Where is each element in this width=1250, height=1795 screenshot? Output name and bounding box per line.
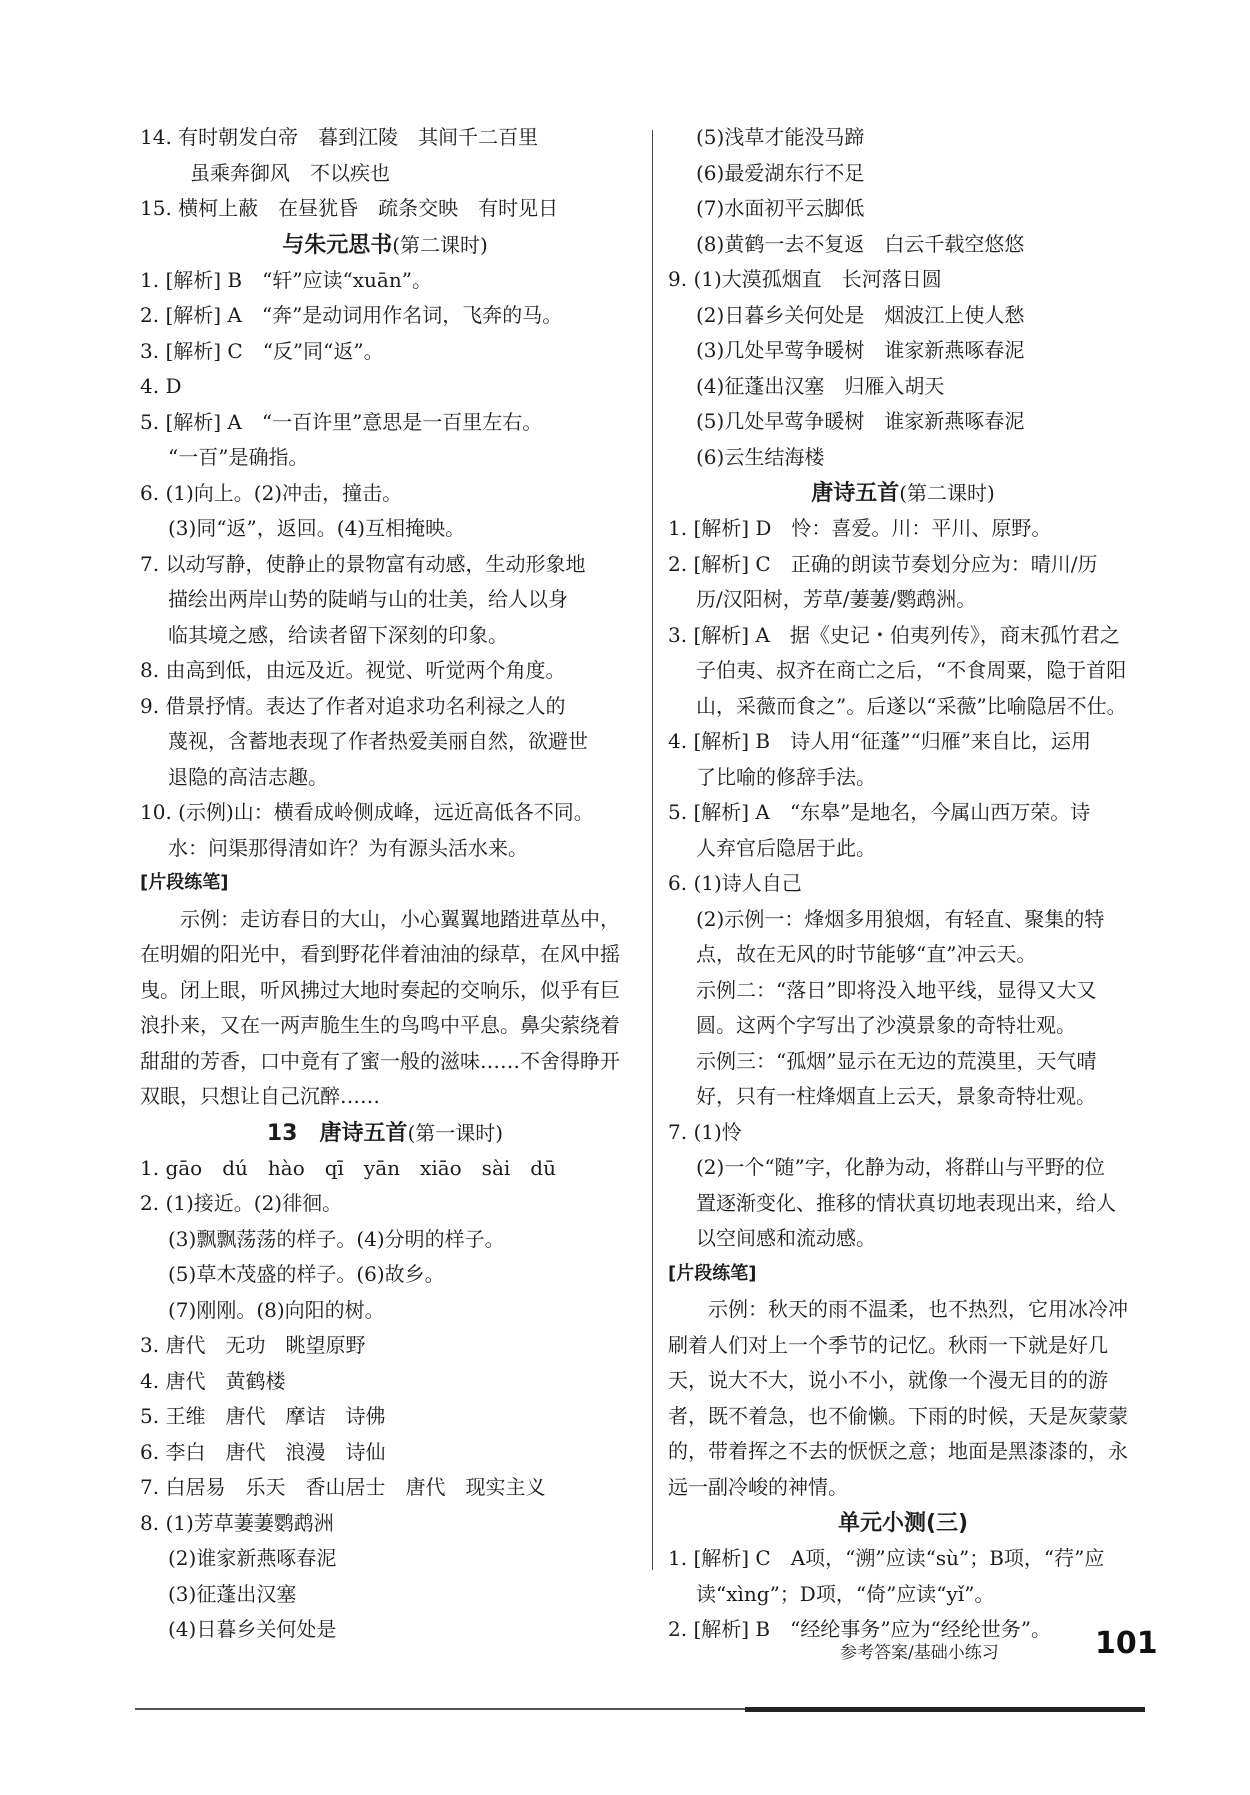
answer-line: 点，故在无风的时节能够“直”冲云天。: [696, 942, 1037, 966]
section-heading-title: 13 唐诗五首: [266, 1120, 408, 1146]
answer-line: 7. (1)怜: [668, 1119, 742, 1144]
answer-line: (7)水面初平云脚低: [696, 196, 865, 220]
page-number: 101: [1095, 1626, 1158, 1661]
answer-line: 描绘出两岸山势的陡峭与山的壮美，给人以身: [168, 587, 568, 611]
answer-line: 8. 由高到低，由远及近。视觉、听觉两个角度。: [140, 658, 566, 682]
answer-line: “一百”是确指。: [168, 445, 309, 469]
answer-line: 7. 白居易 乐天 香山居士 唐代 现实主义: [140, 1475, 546, 1499]
answer-line: 1. gāo dú hào qī yān xiāo sài dū: [140, 1155, 556, 1180]
answer-line: 5. 王维 唐代 摩诘 诗佛: [140, 1404, 386, 1428]
answer-line: 9. (1)大漠孤烟直 长河落日圆: [668, 267, 942, 291]
practice-label: [片段练笔]: [668, 1262, 757, 1284]
right-column: [668, 120, 1138, 1648]
answer-line: 人弃官后隐居于此。: [696, 835, 876, 860]
answer-line: 1. [解析] C A项，“溯”应读“sù”；B项，“荇”应: [668, 1546, 1105, 1570]
answer-line: 了比喻的修辞手法。: [696, 764, 876, 789]
answer-line: 3. [解析] A 据《史记・伯夷列传》，商末孤竹君之: [668, 622, 1120, 647]
answer-line: 10. (示例)山：横看成岭侧成峰，远近高低各不同。: [140, 800, 594, 824]
answer-line: 好，只有一柱烽烟直上云天，景象奇特壮观。: [696, 1084, 1096, 1108]
answer-line: (5)几处早莺争暖树 谁家新燕啄春泥: [696, 409, 1025, 433]
answer-line: 山，采薇而食之”。后遂以“采薇”比喻隐居不仕。: [696, 693, 1127, 718]
answer-line: 临其境之感，给读者留下深刻的印象。: [168, 622, 508, 647]
answer-line: (4)征蓬出汉塞 归雁入胡天: [696, 373, 945, 398]
answer-line: 6. (1)向上。(2)冲击，撞击。: [140, 480, 403, 505]
answer-line: 虽乘奔御风 不以疾也: [190, 160, 390, 185]
answer-line: 4. D: [140, 374, 182, 398]
answer-line: 6. 李白 唐代 浪漫 诗仙: [140, 1439, 386, 1464]
answer-line: (5)草木茂盛的样子。(6)故乡。: [168, 1262, 445, 1286]
sample-paragraph: 示例：走访春日的大山，小心翼翼地踏进草丛中，在明媚的阳光中，看到野花伴着油油的绿草，在风中摇曳。闭上眼，听风拂过大地时奏起的交响乐，似乎有巨浪扑来，又在一两声脆生生的鸟鸣中平息。鼻尖萦绕着甜甜的芳香，口中竟有了蜜一般的滋味……不舍得睁开双眼，只想让自己沉醉……: [140, 906, 620, 1108]
answer-line: (2)一个“随”字，化静为动，将群山与平野的位: [696, 1155, 1105, 1179]
answer-line: 7. 以动写静，使静止的景物富有动感，生动形象地: [140, 551, 586, 576]
answer-line: 历/汉阳树，芳草/萋萋/鹦鹉洲。: [696, 587, 977, 611]
answer-line: (2)示例一：烽烟多用狼烟，有轻直、聚集的特: [696, 906, 1105, 931]
answer-line: 圆。这两个字写出了沙漠景象的奇特壮观。: [696, 1013, 1076, 1037]
answer-line: 蔑视，含蓄地表现了作者热爱美丽自然，欲避世: [168, 729, 588, 753]
answer-line: 1. [解析] D 怜：喜爱。川：平川、原野。: [668, 516, 1052, 540]
answer-line: 3. 唐代 无功 眺望原野: [140, 1333, 366, 1357]
answer-line: (8)黄鹤一去不复返 白云千载空悠悠: [696, 231, 1025, 256]
answer-line: (3)几处早莺争暖树 谁家新燕啄春泥: [696, 338, 1025, 362]
answer-line: 9. 借景抒情。表达了作者对追求功名利禄之人的: [140, 693, 566, 718]
answer-line: 8. (1)芳草萋萋鹦鹉洲: [140, 1510, 334, 1535]
left-column: [140, 120, 630, 1648]
section-heading-subtitle: (第一课时): [407, 1120, 504, 1145]
answer-line: 置逐渐变化、推移的情状真切地表现出来，给人: [696, 1190, 1116, 1215]
column-divider: [652, 130, 653, 1570]
answer-line: 6. (1)诗人自己: [668, 871, 802, 895]
footer-rule-thick: [745, 1707, 1145, 1712]
answer-line: 15. 横柯上蔽 在昼犹昏 疏条交映 有时见日: [140, 196, 559, 220]
answer-line: (6)最爱湖东行不足: [696, 160, 865, 185]
answer-line: 读“xìng”；D项，“倚”应读“yǐ”。: [696, 1581, 995, 1606]
section-heading-title: 唐诗五首: [811, 481, 900, 506]
answer-line: (3)征蓬出汉塞: [168, 1581, 297, 1606]
sample-paragraph: 示例：秋天的雨不温柔，也不热烈，它用冰冷冲刷着人们对上一个季节的记忆。秋雨一下就是好几天，说大不大，说小不小，就像一个漫无目的的游者，既不着急，也不偷懒。下雨的时候，天是灰蒙蒙的，带着挥之不去的恹恹之意；地面是黑漆漆的，永远一副冷峻的神情。: [668, 1297, 1128, 1499]
answer-line: (6)云生结海楼: [696, 444, 825, 469]
answer-line: 子伯夷、叔齐在商亡之后，“不食周粟，隐于首阳: [696, 658, 1127, 682]
answer-line: (3)同“返”，返回。(4)互相掩映。: [168, 516, 466, 540]
answer-line: (2)谁家新燕啄春泥: [168, 1546, 337, 1570]
section-heading: [140, 227, 630, 263]
answer-line: (7)刚刚。(8)向阳的树。: [168, 1297, 385, 1322]
answer-line: (4)日暮乡关何处是: [168, 1617, 337, 1641]
footer-section-label: 参考答案/基础小练习: [840, 1643, 999, 1663]
answer-line: 以空间感和流动感。: [696, 1226, 876, 1250]
practice-label: [片段练笔]: [140, 872, 229, 893]
answer-line: 示例二：“落日”即将没入地平线，显得又大又: [696, 977, 1097, 1002]
answer-line: (2)日暮乡关何处是 烟波江上使人愁: [696, 302, 1025, 327]
answer-line: 2. [解析] B “经纶事务”应为“经纶世务”。: [668, 1617, 1051, 1641]
answer-line: (3)飘飘荡荡的样子。(4)分明的样子。: [168, 1226, 505, 1251]
answer-line: 4. [解析] B 诗人用“征蓬”“归雁”来自比，运用: [668, 729, 1091, 753]
section-heading-title: 与朱元思书: [282, 232, 393, 258]
answer-line: 1. [解析] B “轩”应读“xuān”。: [140, 267, 432, 292]
answer-line: 2. [解析] C 正确的朗读节奏划分应为：晴川/历: [668, 551, 1098, 576]
answer-line: 2. [解析] A “奔”是动词用作名词，飞奔的马。: [140, 303, 563, 327]
answer-line: 示例三：“孤烟”显示在无边的荒漠里，天气晴: [696, 1048, 1097, 1073]
section-heading: [668, 1505, 1138, 1541]
answer-line: 14. 有时朝发白帝 暮到江陵 其间千二百里: [140, 125, 539, 149]
section-heading: [668, 475, 1138, 511]
section-heading-subtitle: (第二课时): [899, 481, 995, 505]
answer-line: 3. [解析] C “反”同“返”。: [140, 338, 384, 363]
answer-line: 4. 唐代 黄鹤楼: [140, 1368, 286, 1393]
answer-line: 5. [解析] A “东皋”是地名，今属山西万荣。诗: [668, 800, 1091, 824]
answer-line: 5. [解析] A “一百许里”意思是一百里左右。: [140, 409, 543, 434]
section-heading-title: 单元小测(三): [837, 1511, 969, 1536]
answer-line: 2. (1)接近。(2)徘徊。: [140, 1191, 343, 1215]
section-heading-subtitle: (第二课时): [392, 232, 488, 257]
answer-line: 水：问渠那得清如许？为有源头活水来。: [168, 835, 528, 860]
section-heading: [140, 1115, 630, 1151]
answer-line: (5)浅草才能没马蹄: [696, 125, 865, 149]
answer-line: 退隐的高洁志趣。: [168, 764, 328, 789]
